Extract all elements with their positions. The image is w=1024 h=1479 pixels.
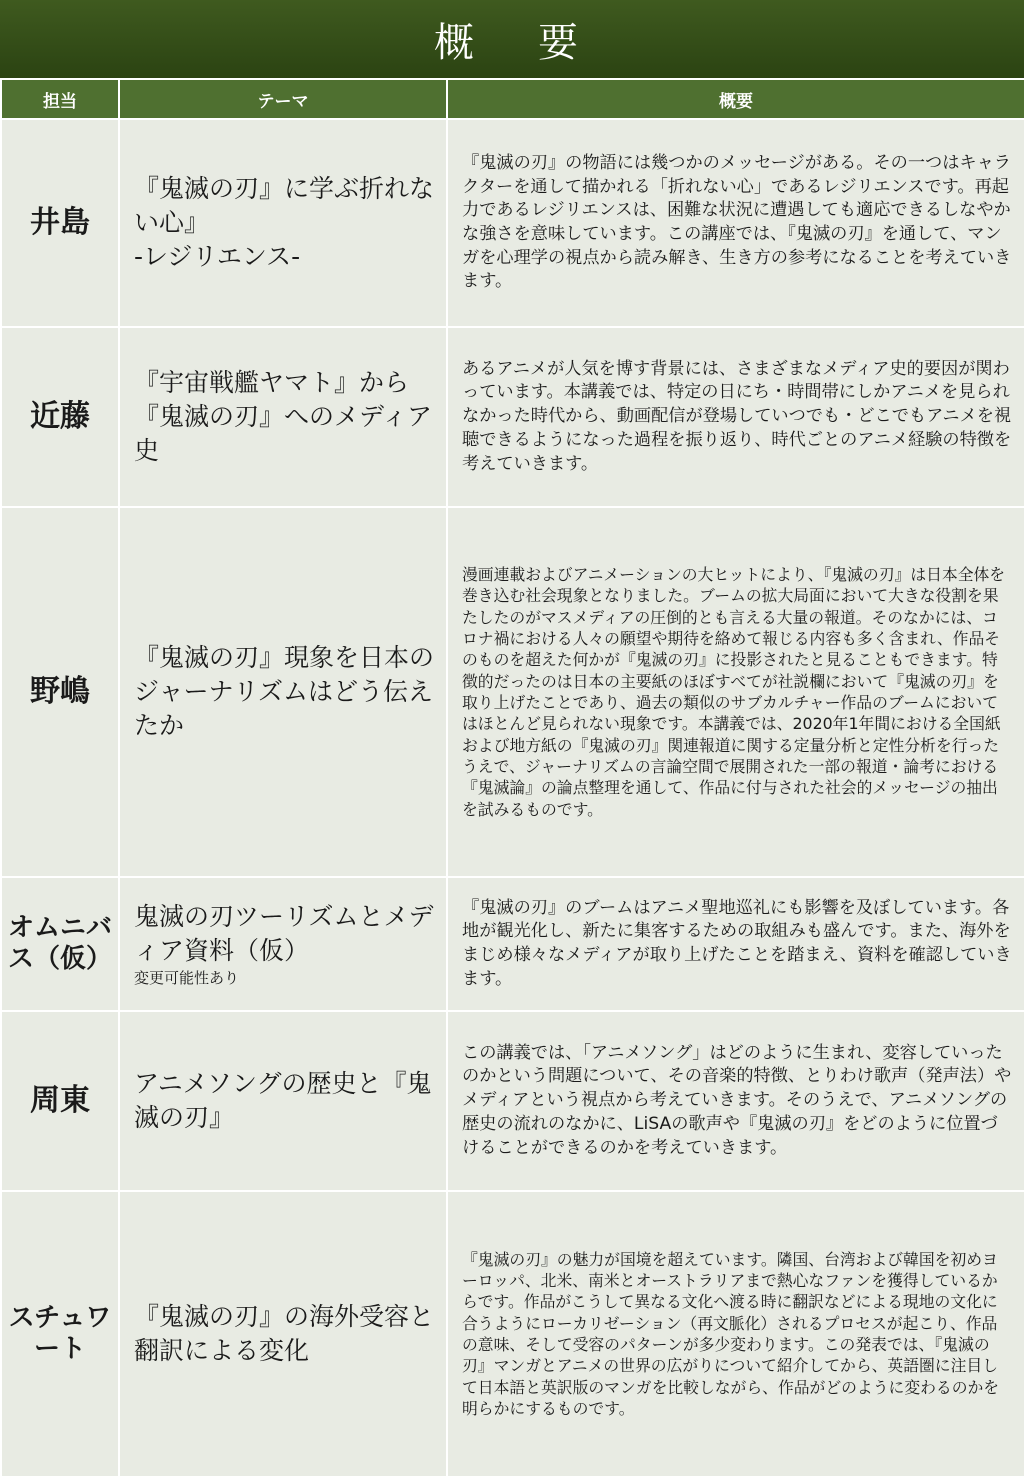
summary-cell: あるアニメが人気を博す背景には、さまざまなメディア史的要因が関わっています。本講義では、特定の日にち・時間帯にしかアニメを見られなかった時代から、動画配信が登場していつでも・どこでもアニメを視聴できるようになった過程を振り返り、時代ごとのアニメ経験の特徴を考えていきます。: [447, 327, 1024, 507]
summary-table: [0, 78, 1024, 1478]
theme-text: 鬼滅の刃ツーリズムとメディア資料（仮）: [134, 901, 434, 965]
page-title: 概 要: [0, 0, 1024, 78]
table-header-row: [1, 79, 1024, 119]
theme-text: アニメソングの歴史と『鬼滅の刃』: [134, 1069, 432, 1132]
header-summary: 概要: [447, 79, 1024, 119]
table-row: [1, 877, 1024, 1011]
person-cell: 周東: [1, 1011, 119, 1191]
table-row: [1, 327, 1024, 507]
theme-cell: [119, 1011, 447, 1191]
theme-text: 『鬼滅の刃』現象を日本のジャーナリズムはどう伝えたか: [134, 643, 435, 740]
summary-cell: 『鬼滅の刃』の魅力が国境を超えています。隣国、台湾および韓国を初めヨーロッパ、北米、南米とオーストラリアまで熱心なファンを獲得しているからです。作品がこうして異なる文化へ渡る時に翻訳などによる現地の文化に合うようにローカリゼーション（再文脈化）されるプロセスが起こり、作品の意味、そして受容のパターンが多少変わります。この発表では、『鬼滅の刃』マンガとアニメの世界の広がりについて紹介してから、英語圏に注目して日本語と英訳版のマンガを比較しながら、作品がどのように変わるのかを明らかにするものです。: [447, 1191, 1024, 1477]
theme-cell: [119, 1191, 447, 1477]
person-cell: 井島: [1, 119, 119, 327]
table-row: [1, 119, 1024, 327]
theme-cell: [119, 507, 447, 877]
person-cell: スチュワート: [1, 1191, 119, 1477]
table-row: [1, 1011, 1024, 1191]
theme-text: 『宇宙戦艦ヤマト』から『鬼滅の刃』へのメディア史: [134, 368, 433, 465]
person-cell: 野嶋: [1, 507, 119, 877]
header-person: 担当: [1, 79, 119, 119]
header-theme: テーマ: [119, 79, 447, 119]
summary-cell: 漫画連載およびアニメーションの大ヒットにより、『鬼滅の刃』は日本全体を巻き込む社会現象となりました。ブームの拡大局面において大きな役割を果たしたのがマスメディアの圧倒的とも言える大量の報道。そのなかには、コロナ禍における人々の願望や期待を絡めて報じる内容も多く含まれ、作品そのものを超えた何かが『鬼滅の刃』に投影されたと見ることもできます。特徴的だったのは日本の主要紙のほぼすべてが社説欄において『鬼滅の刃』を取り上げたことであり、過去の類似のサブカルチャー作品のブームにおいてはほとんど見られない現象です。本講義では、2020年1年間における全国紙および地方紙の『鬼滅の刃』関連報道に関する定量分析と定性分析を行ったうえで、ジャーナリズムの言論空間で展開された一部の報道・論考における『鬼滅論』の論点整理を通して、作品に付与された社会的メッセージの抽出を試みるものです。: [447, 507, 1024, 877]
table-row: [1, 1191, 1024, 1477]
theme-note: 変更可能性あり: [134, 968, 240, 987]
summary-cell: 『鬼滅の刃』の物語には幾つかのメッセージがある。その一つはキャラクターを通して描かれる「折れない心」であるレジリエンスです。再起力であるレジリエンスは、困難な状況に遭遇しても適応できるしなやかな強さを意味しています。この講座では、『鬼滅の刃』を通して、マンガを心理学の視点から読み解き、生き方の参考になることを考えていきます。: [447, 119, 1024, 327]
person-cell: 近藤: [1, 327, 119, 507]
theme-text: 『鬼滅の刃』の海外受容と翻訳による変化: [134, 1302, 435, 1365]
theme-cell: [119, 327, 447, 507]
summary-cell: この講義では、「アニメソング」はどのように生まれ、変容していったのかという問題について、その音楽的特徴、とりわけ歌声（発声法）やメディアという視点から考えていきます。そのうえで、アニメソングの歴史の流れのなかに、LiSAの歌声や『鬼滅の刃』をどのように位置づけることができるのかを考えていきます。: [447, 1011, 1024, 1191]
theme-cell: [119, 119, 447, 327]
table-row: [1, 507, 1024, 877]
summary-cell: 『鬼滅の刃』のブームはアニメ聖地巡礼にも影響を及ぼしています。各地が観光化し、新たに集客するための取組みも盛んです。また、海外をまじめ様々なメディアが取り上げたことを踏まえ、資料を確認していきます。: [447, 877, 1024, 1011]
person-cell: オムニバス（仮）: [1, 877, 119, 1011]
theme-cell: [119, 877, 447, 1011]
theme-text: 『鬼滅の刃』に学ぶ折れない心』 -レジリエンス-: [134, 174, 435, 271]
